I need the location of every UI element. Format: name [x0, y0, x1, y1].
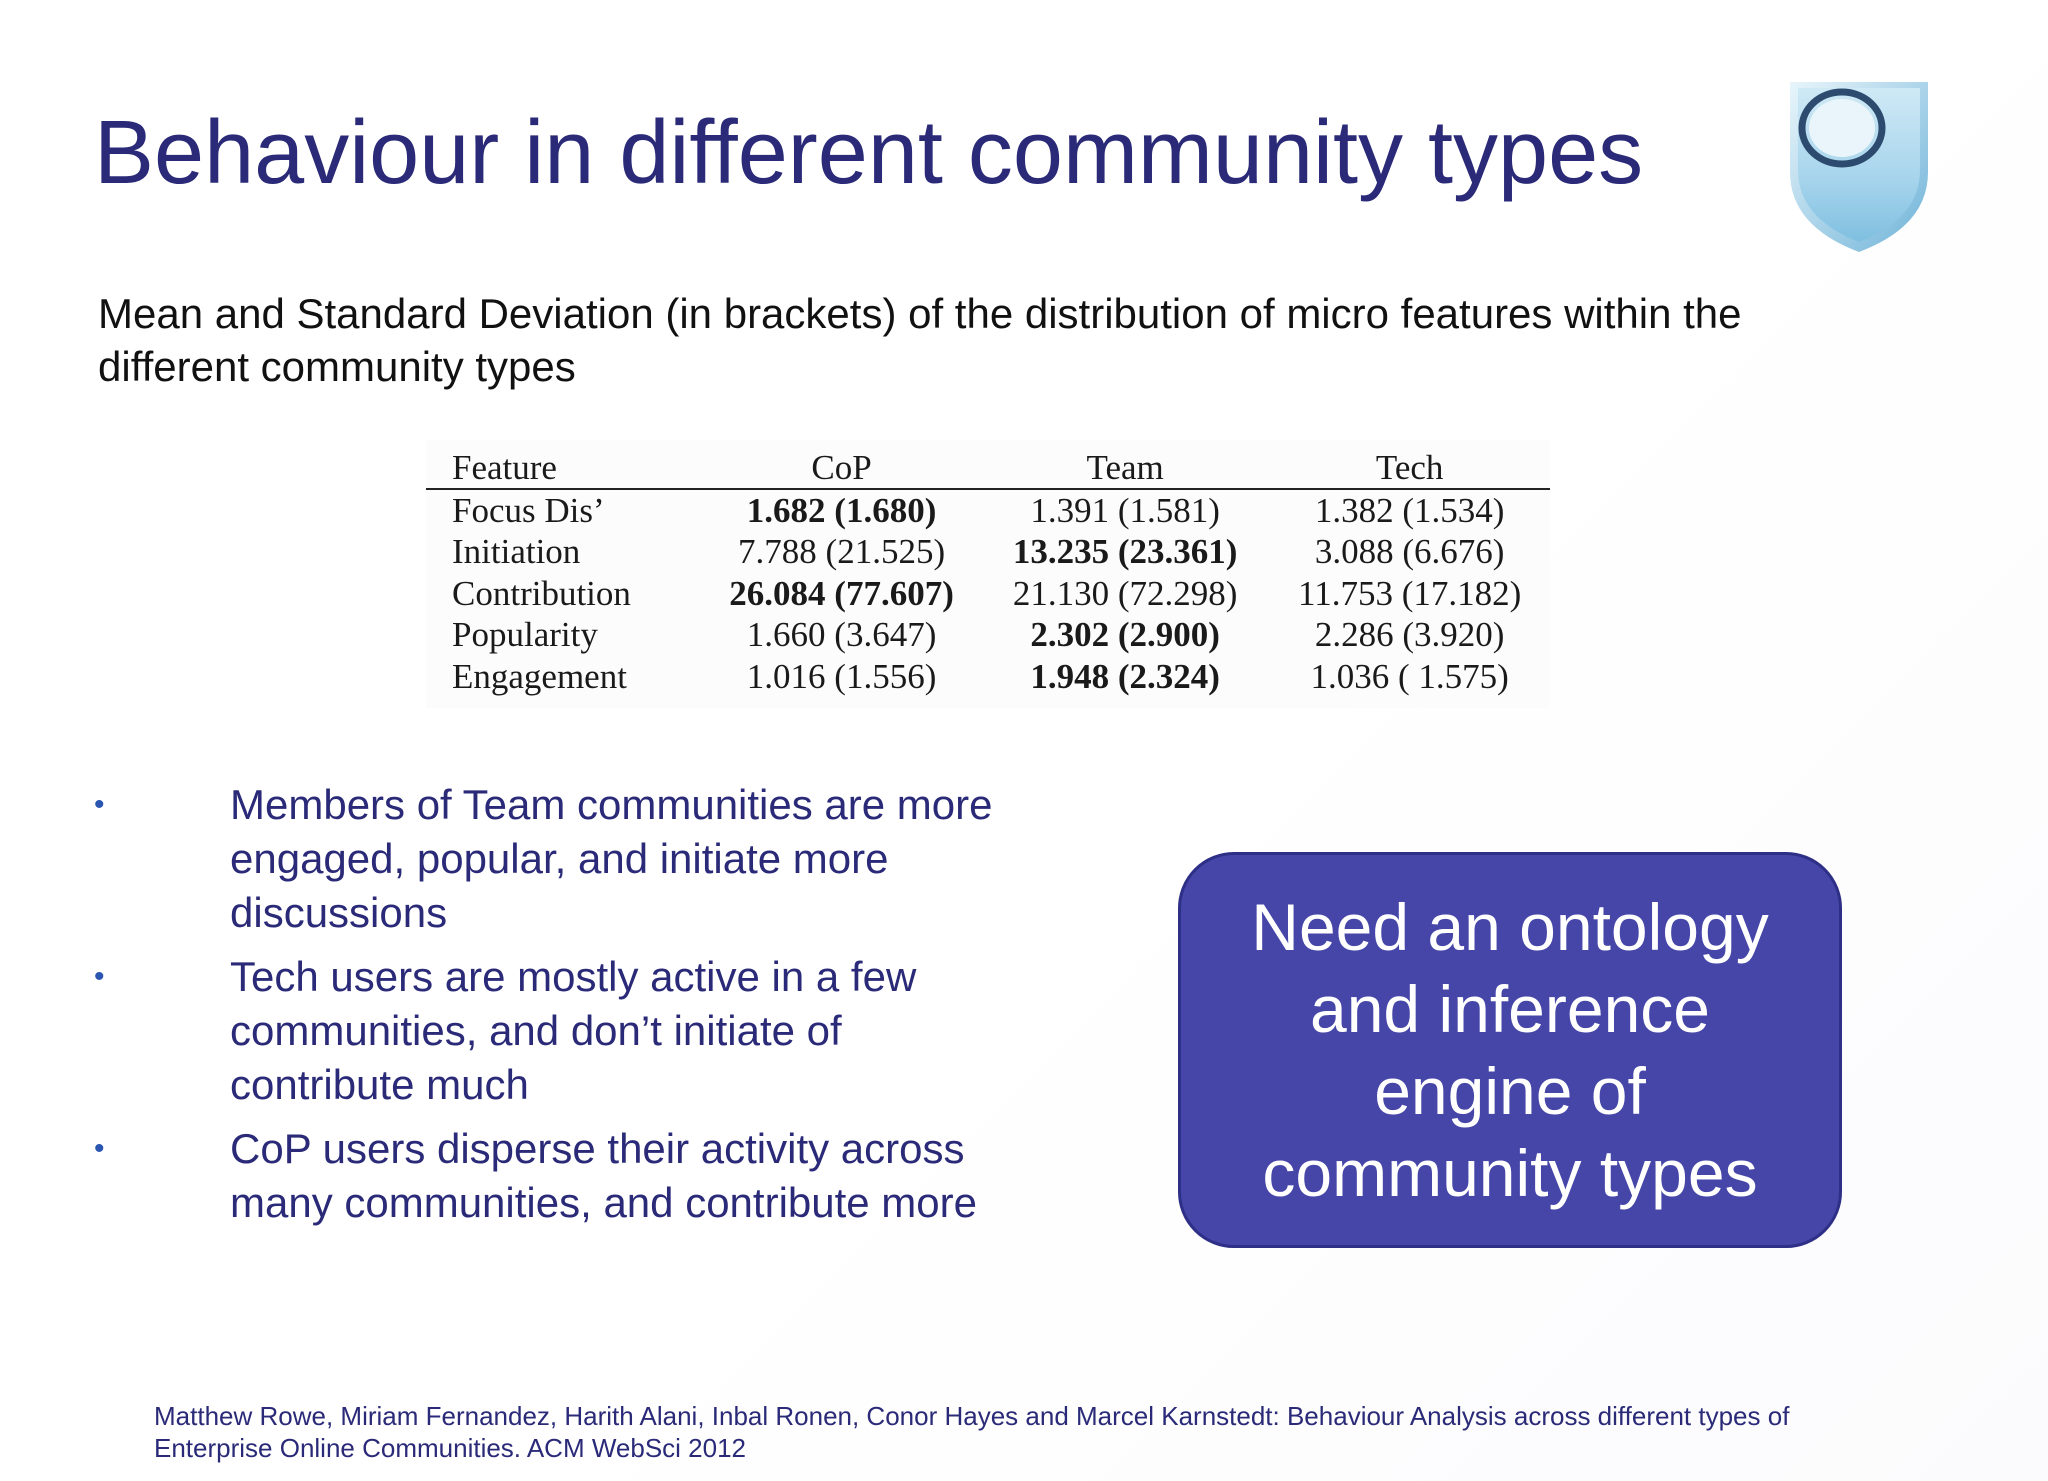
results-table-container	[426, 440, 1550, 708]
team-cell: 2.302 (2.900)	[1030, 615, 1220, 655]
feature-cell: Contribution	[452, 573, 631, 613]
table-row	[426, 573, 1550, 615]
cop-cell: 7.788 (21.525)	[738, 532, 946, 572]
callout-text: Need an ontology and inference engine of community types	[1251, 890, 1769, 1210]
header-tech: Tech	[1269, 440, 1550, 489]
citation-text: Matthew Rowe, Miriam Fernandez, Harith Alani, Inbal Ronen, Conor Hayes and Marcel Karnstedt: Behaviour Analysis across different types of Enterprise Online Communities. ACM WebSci 2012	[154, 1401, 1790, 1463]
callout-box	[1178, 852, 1842, 1248]
team-cell: 13.235 (23.361)	[1012, 532, 1238, 572]
tech-cell: 11.753 (17.182)	[1298, 573, 1522, 613]
team-cell: 1.948 (2.324)	[1030, 656, 1220, 696]
cop-cell: 1.016 (1.556)	[746, 656, 937, 696]
bullet-text: Tech users are mostly active in a few communities, and don’t initiate of contribute much	[230, 953, 917, 1108]
bullet-item	[94, 778, 994, 940]
team-cell: 21.130 (72.298)	[1012, 573, 1238, 613]
feature-cell: Focus Dis’	[452, 490, 605, 530]
bullet-list	[94, 778, 994, 1240]
cop-cell: 1.660 (3.647)	[746, 615, 937, 655]
cop-cell: 1.682 (1.680)	[746, 490, 937, 530]
feature-cell: Popularity	[452, 615, 598, 655]
table-row	[426, 489, 1550, 532]
bullet-text: CoP users disperse their activity across many communities, and contribute more	[230, 1125, 977, 1226]
header-team: Team	[981, 440, 1269, 489]
table-row	[426, 656, 1550, 698]
team-cell: 1.391 (1.581)	[1030, 490, 1220, 530]
results-table	[426, 440, 1550, 698]
header-feature: Feature	[426, 440, 702, 489]
tech-cell: 3.088 (6.676)	[1314, 532, 1505, 572]
table-row	[426, 615, 1550, 657]
table-header-row	[426, 440, 1550, 489]
table-row	[426, 532, 1550, 574]
bullet-marker: •	[94, 960, 105, 993]
bullet-item	[94, 1122, 994, 1230]
tech-cell: 2.286 (3.920)	[1314, 615, 1505, 655]
open-university-shield-icon	[1784, 76, 1934, 258]
tech-cell: 1.382 (1.534)	[1314, 490, 1505, 530]
bullet-marker: •	[94, 788, 105, 821]
header-cop: CoP	[702, 440, 981, 489]
slide-subtitle: Mean and Standard Deviation (in brackets) of the distribution of micro features within the different community types	[98, 290, 1742, 390]
bullet-marker: •	[94, 1132, 105, 1165]
cop-cell: 26.084 (77.607)	[729, 573, 954, 613]
bullet-text: Members of Team communities are more engaged, popular, and initiate more discussions	[230, 781, 993, 936]
bullet-item	[94, 950, 994, 1112]
slide-title: Behaviour in different community types	[94, 103, 1644, 203]
feature-cell: Initiation	[452, 532, 581, 572]
tech-cell: 1.036 ( 1.575)	[1310, 656, 1509, 696]
feature-cell: Engagement	[452, 656, 627, 696]
